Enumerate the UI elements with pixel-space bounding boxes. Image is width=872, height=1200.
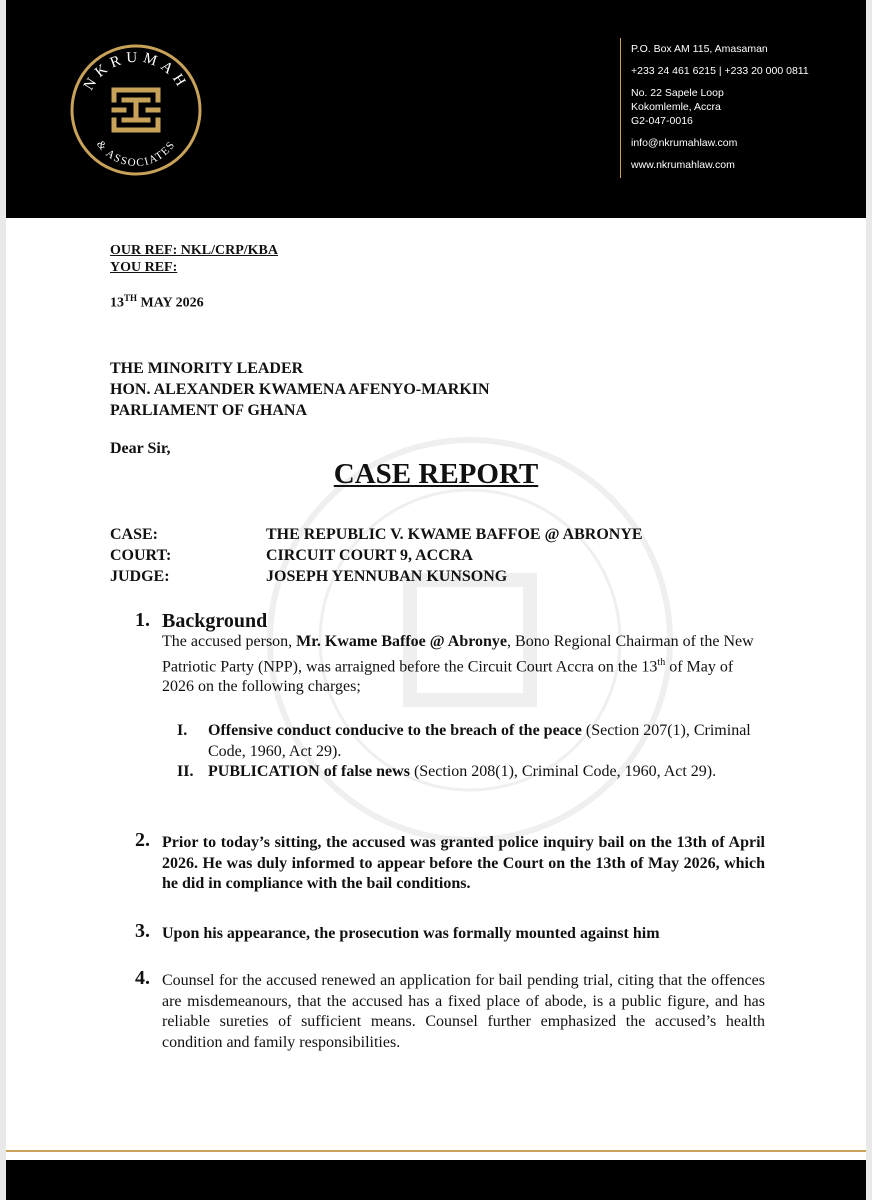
section-background	[135, 610, 765, 698]
section-3	[135, 920, 765, 945]
svg-text:& ASSOCIATES	[94, 139, 178, 170]
our-ref: OUR REF: NKL/CRP/KBA	[110, 243, 278, 258]
case-row: CASE: THE REPUBLIC V. KWAME BAFFOE @ ABRONYE	[110, 526, 643, 543]
logo-bottom-text: & ASSOCIATES	[94, 138, 178, 170]
footer-band	[6, 1160, 866, 1200]
judge-row: JUDGE: JOSEPH YENNUBAN KUNSONG	[110, 568, 508, 585]
logo-top-text: NKRUMAH	[80, 49, 192, 94]
website-link[interactable]: www.nkrumahlaw.com	[631, 159, 735, 171]
po-box-line: P.O. Box AM 115, Amasaman	[631, 43, 768, 55]
addressee-line-3: PARLIAMENT OF GHANA	[110, 402, 308, 419]
svg-text:NKRUMAH	[81, 50, 191, 94]
section-number: 1.	[135, 609, 150, 631]
street-line-2: Kokomlemle, Accra	[631, 101, 721, 113]
section-body: Prior to today’s sitting, the accused was granted police inquiry bail on the 13th of April 2026. He was duly informed to appear before the Court on the 13th of May 2026, which he did in compliance with the bail conditions.	[162, 834, 765, 892]
section-4	[135, 967, 765, 1053]
section-heading: Background	[162, 610, 268, 632]
court-row: COURT: CIRCUIT COURT 9, ACCRA	[110, 547, 473, 564]
letter-date: 13TH MAY 2026	[110, 293, 204, 311]
addressee-line-2: HON. ALEXANDER KWAMENA AFENYO-MARKIN	[110, 381, 490, 398]
phone-line: +233 24 461 6215 | +233 20 000 0811	[631, 65, 809, 77]
letterhead-band	[6, 0, 866, 218]
charges-list	[177, 721, 767, 783]
addressee-block	[110, 358, 490, 421]
charge-item: II. PUBLICATION of false news (Section 208(1), Criminal Code, 1960, Act 29).	[177, 763, 717, 780]
section-body: Counsel for the accused renewed an application for bail pending trial, citing that the offences are misdemeanours, that the accused has a fixed place of abode, is a public figure, and has reliable sureties of sufficient means. Counsel further emphasized the accused’s health condition and family responsibilities.	[162, 972, 765, 1051]
case-info-table	[110, 524, 643, 587]
section-number: 3.	[135, 920, 150, 942]
section-2	[135, 829, 765, 895]
section-number: 4.	[135, 967, 150, 989]
street-line-3: G2-047-0016	[631, 115, 693, 127]
section-number: 2.	[135, 829, 150, 851]
reference-block	[110, 242, 278, 276]
email-link[interactable]: info@nkrumahlaw.com	[631, 137, 738, 149]
letterhead-divider	[620, 38, 621, 178]
page-edge-right	[866, 0, 872, 1200]
addressee-line-1: THE MINORITY LEADER	[110, 360, 304, 377]
salutation: Dear Sir,	[110, 440, 171, 457]
section-body: The accused person, Mr. Kwame Baffoe @ Abronye, Bono Regional Chairman of the New Patriotic Party (NPP), was arraigned before the Circuit Court Accra on the 13th of May of 2026 on the following charges;	[162, 633, 754, 696]
charge-item: I. Offensive conduct conducive to the breach of the peace (Section 207(1), Criminal Code, 1960, Act 29).	[177, 722, 751, 760]
document-title: CASE REPORT	[333, 458, 539, 490]
footer-accent-line	[6, 1150, 866, 1152]
firm-logo	[66, 40, 206, 180]
contact-block	[631, 42, 809, 172]
your-ref: YOU REF:	[110, 260, 178, 275]
section-body: Upon his appearance, the prosecution was formally mounted against him	[162, 925, 660, 942]
street-line-1: No. 22 Sapele Loop	[631, 87, 724, 99]
